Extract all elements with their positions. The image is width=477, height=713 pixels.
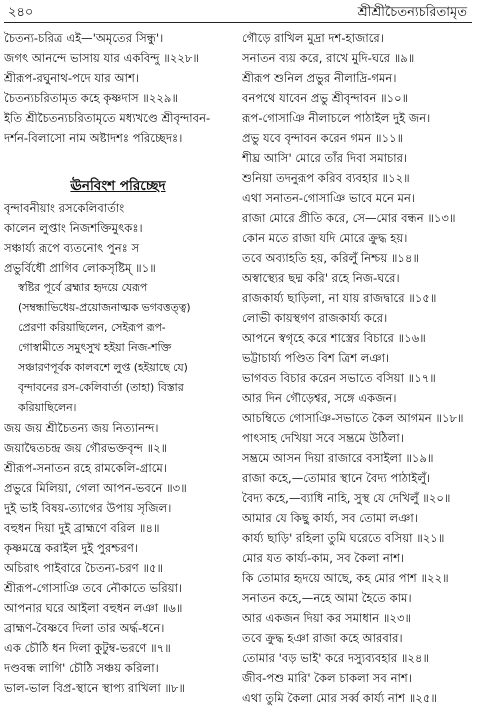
verse-line: সনাতন ব্যয় করে, রাখে মুদি-ঘরে ॥৯॥ bbox=[242, 51, 415, 65]
verse-line: অস্বাস্থ্যের ছদ্ম করি' রহে নিজ-ঘরে। bbox=[242, 271, 400, 285]
spacer bbox=[4, 148, 232, 174]
verse-line: আর একজন দিয়া কর সমাধান ॥২৩॥ bbox=[242, 611, 412, 625]
verse-line: আপনার ঘরে আইলা বহুধন লঞা ॥৬॥ bbox=[4, 601, 183, 615]
verse-line: চৈতন্যচরিতামৃত কহে কৃষ্ণদাস ॥২২৯॥ bbox=[4, 91, 179, 105]
note-line: প্রেরণা করিয়াছিলেন, সেইরূপ রূপ- bbox=[18, 321, 166, 334]
verse-line: আপনে স্বগৃহে করে শাস্ত্রের বিচারে ॥১৬॥ bbox=[242, 331, 426, 345]
verse-line: তবে ক্রুদ্ধ হঞা রাজা কহে আরবার। bbox=[242, 631, 403, 645]
verse-line: মোর যত কার্য্য-কাম, সব কৈলা নাশ। bbox=[242, 551, 405, 565]
note-line: (সম্বন্ধাভিধেয়-প্রয়োজনাত্মক ভগবত্তত্ত্ব) bbox=[18, 301, 191, 314]
verse-line: শ্রীরূপ-রঘুনাথ-পদে যার আশ। bbox=[4, 71, 140, 85]
verse-line: তবে অব্যাহতি হয়, করিলুঁ নিশ্চয় ॥১৪॥ bbox=[242, 251, 420, 265]
verse-line: বহুধন দিয়া দুই ব্রাহ্মণে বরিল ॥৪॥ bbox=[4, 521, 160, 535]
verse-line: লোভী কায়স্থগণ রাজকার্য্য করে। bbox=[242, 311, 388, 325]
verse-line: ভাল-ভাল বিপ্র-স্থানে স্থাপ্য রাখিলা ॥৮॥ bbox=[4, 681, 186, 695]
verse-line: দুই ভাই বিষয়-ত্যাগের উপায় সৃজিল। bbox=[4, 501, 172, 515]
chapter-heading: ঊনবিংশ পরিচ্ছেদ bbox=[70, 178, 166, 194]
verse-line: দণ্ডবন্ধ লাগি' চৌঠি সঞ্চয় করিলা। bbox=[4, 661, 159, 675]
colophon-line: ইতি শ্রীচৈতন্যচরিতামৃতে মধ্যখণ্ডে শ্রীবৃন্দাবন- bbox=[4, 111, 211, 125]
verse-line: চৈতন্য-চরিত্র এই—'অমৃতের সিন্ধু'। bbox=[4, 31, 164, 45]
verse-line: জীব-পশু মারি' কৈল চাকলা সব নাশ। bbox=[242, 671, 412, 685]
verse-line: শ্রীরূপ-গোসাঞি তবে নৌকাতে ভরিয়া। bbox=[4, 581, 183, 595]
verse-line: কার্য্য ছাড়ি' রহিলা তুমি ঘরেতে বসিয়া ॥২১॥ bbox=[242, 531, 445, 545]
verse-line: বৈদ্য কহে,—ব্যাধি নাহি, সুস্থ যে দেখিলুঁ ॥২০॥ bbox=[242, 491, 451, 505]
verse-line: কোন মতে রাজা যদি মোরে ক্রুদ্ধ হয়। bbox=[242, 231, 408, 245]
verse-line: শ্রীরূপ শুনিল প্রভুর নীলাদ্রি-গমন। bbox=[242, 71, 397, 85]
verse-line: কি তোমার হৃদয়ে আছে, কহ মোর পাশ ॥২২॥ bbox=[242, 571, 449, 585]
verse-line: শুনিয়া তদনুরূপ করিব ব্যবহার ॥১২॥ bbox=[242, 171, 410, 185]
note-line: করিয়াছিলেন। bbox=[18, 401, 77, 414]
verse-line: জয় জয় শ্রীচৈতন্য জয় নিত্যানন্দ। bbox=[4, 421, 159, 435]
sanskrit-verse-line: বৃন্দাবনীয়াং রসকেলিবার্তাং bbox=[4, 201, 125, 215]
note-line: গোস্বামীতে সমুৎসুখ হইয়া নিজ-শক্তি bbox=[18, 341, 172, 354]
verse-line: তোমার 'বড় ভাই' করে দস্যুব্যবহার ॥২৪॥ bbox=[242, 651, 430, 665]
left-column bbox=[4, 28, 232, 698]
running-title: শ্রীশ্রীচৈতন্যচরিতামৃত bbox=[357, 5, 467, 20]
verse-line: শ্রীরূপ-সনাতন রহে রামকেলি-গ্রামে। bbox=[4, 461, 167, 475]
verse-line: প্রভুরে মিলিয়া, গেলা আপন-ভবনে ॥৩॥ bbox=[4, 481, 187, 495]
verse-line: সনাতন কহে,—নহে আমা হৈতে কাম। bbox=[242, 591, 412, 605]
verse-line: ব্রাহ্মণ-বৈষ্ণবে দিলা তার অর্দ্ধ-ধনে। bbox=[4, 621, 165, 635]
verse-line: বনপথে যাবেন প্রভু শ্রীবৃন্দাবন ॥১০॥ bbox=[242, 91, 409, 105]
note-line: বৃন্দাবনের রস-কেলিবার্তা (তাহা) বিস্তার bbox=[18, 381, 184, 394]
sanskrit-verse-line: প্রভুর্বিধৌ প্রাগিব লোকসৃষ্টিম্ ॥১॥ bbox=[4, 261, 156, 275]
sanskrit-verse-line: কালেন লুপ্তাং নিজশক্তিমুৎকঃ। bbox=[4, 221, 143, 235]
header-rule bbox=[4, 22, 472, 23]
page-number: ২৪০ bbox=[8, 5, 34, 20]
sanskrit-verse-line: সঞ্চার্য্য রূপে ব্যতনোৎ পুনঃ স bbox=[4, 241, 140, 255]
commentary-note bbox=[4, 278, 232, 418]
colophon-line: দর্শন-বিলাসো নাম অষ্টাদশঃ পরিচ্ছেদঃ। bbox=[4, 131, 183, 145]
verse-line: আচম্বিতে গোসাঞি-সভাতে কৈল আগমন ॥১৮॥ bbox=[242, 411, 464, 425]
verse-line: সম্ভ্রমে আসন দিয়া রাজারে বসাইলা ॥১৯॥ bbox=[242, 451, 434, 465]
verse-line: রূপ-গোসাঞি নীলাচলে পাঠাইল দুই জন। bbox=[242, 111, 431, 125]
verse-line: অচিরাৎ পাইবারে চৈতন্য-চরণ ॥৫॥ bbox=[4, 561, 164, 575]
verse-line: আর দিন গৌড়েশ্বর, সঙ্গে একজন। bbox=[242, 391, 397, 405]
verse-line: গৌড়ে রাখিল মুদ্রা দশ-হাজারে। bbox=[242, 31, 384, 45]
note-line: স্বষ্টির পূর্বে ব্রহ্মার হৃদয়ে যেরূপ bbox=[18, 281, 148, 294]
verse-line: আমার যে কিছু কার্য্য, সব তোমা লঞা। bbox=[242, 511, 418, 525]
right-column bbox=[242, 28, 474, 708]
verse-line: জয়াদ্বৈতচন্দ্র জয় গৌরভক্তবৃন্দ ॥২॥ bbox=[4, 441, 168, 455]
verse-line: কৃষ্ণমন্ত্রে করাইল দুই পুরশ্চরণ। bbox=[4, 541, 139, 555]
verse-line: এথা তুমি কৈলা মোর সর্ব্ব কার্য্য নাশ ॥২৫॥ bbox=[242, 691, 437, 705]
verse-line: রাজকার্য্য ছাড়িলা, না যায় রাজদ্বারে ॥১৫॥ bbox=[242, 291, 437, 305]
verse-line: প্রভু যবে বৃন্দাবন করেন গমন ॥১১॥ bbox=[242, 131, 404, 145]
verse-line: জগৎ আনন্দে ভাসায় যার একবিন্দু ॥২২৮॥ bbox=[4, 51, 199, 65]
verse-line: শীঘ্র আসি' মোরে তাঁর দিবা সমাচার। bbox=[242, 151, 408, 165]
page-header bbox=[0, 0, 477, 22]
verse-line: ভাগবত বিচার করেন সভাতে বসিয়া ॥১৭॥ bbox=[242, 371, 436, 385]
verse-line: পাৎসাহ দেখিয়া সবে সম্ভ্রমে উঠিলা। bbox=[242, 431, 404, 445]
verse-line: রাজা মোরে প্রীতি করে, সে—মোর বন্ধন ॥১৩॥ bbox=[242, 211, 456, 225]
verse-line: রাজা কহে,—তোমার স্থানে বৈদ্য পাঠাইলুঁ। bbox=[242, 471, 431, 485]
verse-line: এক চৌঠি ধন দিলা কুটুম্ব-ভরণে ॥৭॥ bbox=[4, 641, 171, 655]
verse-line: এথা সনাতন-গোসাঞি ভাবে মনে মন। bbox=[242, 191, 416, 205]
note-line: সঞ্চারণপূর্বক কালবশে লুপ্ত (হইয়াছে যে) bbox=[18, 361, 188, 374]
verse-line: ভট্টাচার্য্য পণ্ডিত বিশ ত্রিশ লঞা। bbox=[242, 351, 390, 365]
